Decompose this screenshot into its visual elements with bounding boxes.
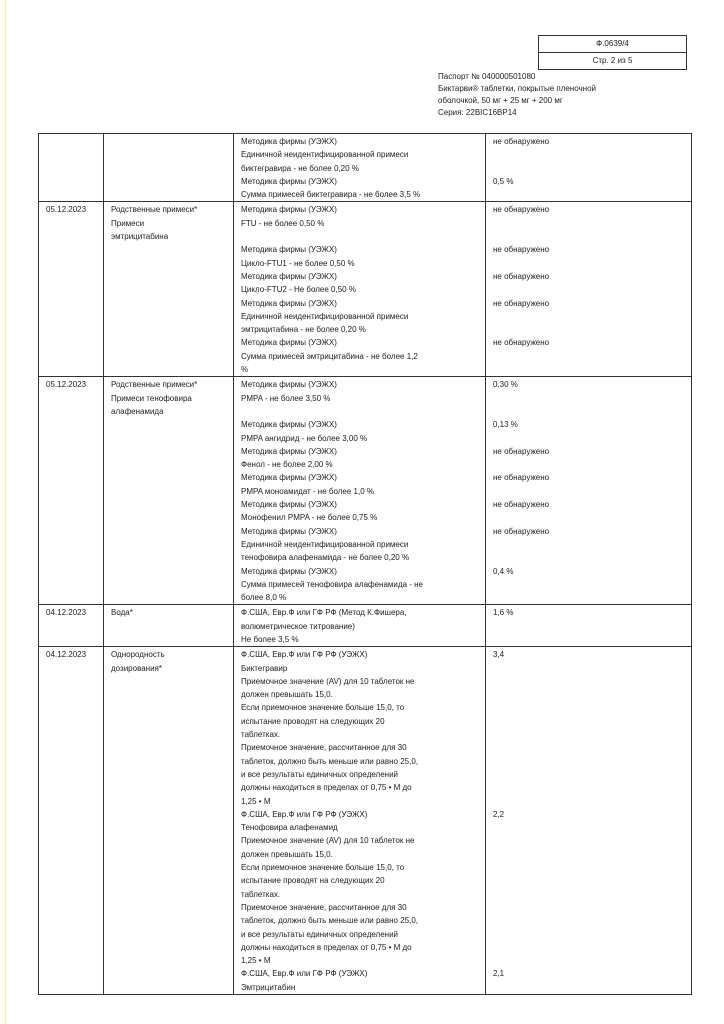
result-cell <box>486 134 692 202</box>
test-name-line: Примеси тенофовира <box>111 393 192 403</box>
result-cell <box>486 202 692 377</box>
blank-line <box>493 941 687 954</box>
requirement-line: Тенофовира алафенамид <box>241 823 338 833</box>
result-line: 2,2 <box>493 809 505 819</box>
test-name-line: дозирования* <box>111 663 163 673</box>
blank-line <box>493 392 687 405</box>
blank-line <box>241 405 481 418</box>
requirement-line: и все результаты единичных определений <box>241 769 399 779</box>
test-date-cell <box>39 647 104 995</box>
requirement-line: % <box>241 365 249 375</box>
requirement-line: Сумма примесей тенофовира алафенамида - не <box>241 579 423 589</box>
requirement-line: Ф.США, Евр.Ф или ГФ РФ (УЭЖХ) <box>241 650 368 660</box>
form-code: Ф.0639/4 <box>596 39 629 48</box>
requirement-line: Цикло-FTU1 - не более 0,50 % <box>241 258 355 268</box>
blank-line <box>493 485 687 498</box>
result-line: не обнаружено <box>493 205 550 215</box>
requirement-line: таблеток, должно быть меньше или равно 25,0, <box>241 916 418 926</box>
requirement-line: и все результаты единичных определений <box>241 929 399 939</box>
result-line: 2,1 <box>493 969 505 979</box>
page-edge-line <box>5 0 6 1024</box>
requirement-line: Эмтрицитабин <box>241 982 296 992</box>
test-name-cell <box>104 202 234 377</box>
requirement-line: Единичной неидентифицированной примеси <box>241 539 409 549</box>
blank-line <box>493 578 687 591</box>
requirement-line: Биктегравир <box>241 663 288 673</box>
requirement-line: Ф.США, Евр.Ф или ГФ РФ (УЭЖХ) <box>241 969 368 979</box>
result-line: не обнаружено <box>493 298 550 308</box>
result-line: не обнаружено <box>493 245 550 255</box>
blank-line <box>493 662 687 675</box>
result-line: не обнаружено <box>493 338 550 348</box>
requirement-line: Методика фирмы (УЭЖХ) <box>241 137 337 146</box>
blank-line <box>493 981 687 994</box>
blank-line <box>493 511 687 524</box>
blank-line <box>493 781 687 794</box>
table-row <box>39 377 692 605</box>
result-line: 0,5 % <box>493 176 514 186</box>
requirement-line: должны находиться в пределах от 0,75 • М до <box>241 783 412 793</box>
test-date-cell <box>39 605 104 647</box>
product-name-line2: оболочкой, 50 мг + 25 мг + 200 мг <box>438 96 563 105</box>
result-line: 1,6 % <box>493 608 514 618</box>
test-date-cell <box>39 377 104 605</box>
requirement-line: тенофовира алафенамида - не более 0,20 % <box>241 553 410 563</box>
requirement-line: Методика фирмы (УЭЖХ) <box>241 298 337 308</box>
test-name-cell <box>104 377 234 605</box>
blank-line <box>493 538 687 551</box>
requirement-line: должен превышать 15,0. <box>241 849 333 859</box>
requirement-line: Методика фирмы (УЭЖХ) <box>241 420 337 430</box>
blank-line <box>493 148 687 161</box>
blank-line <box>493 928 687 941</box>
result-line: не обнаружено <box>493 473 550 483</box>
passport-number: Паспорт № 040000501080 <box>438 72 536 81</box>
test-name-cell <box>104 134 234 202</box>
blank-line <box>493 257 687 270</box>
requirements-cell <box>234 647 486 995</box>
requirement-line: Методика фирмы (УЭЖХ) <box>241 526 337 536</box>
test-name-cell <box>104 605 234 647</box>
requirement-line: Если приемочное значение больше 15,0, то <box>241 703 405 713</box>
blank-line <box>493 848 687 861</box>
blank-line <box>493 551 687 564</box>
requirement-line: Методика фирмы (УЭЖХ) <box>241 473 337 483</box>
result-cell <box>486 377 692 605</box>
result-line: 0,4 % <box>493 566 514 576</box>
blank-line <box>493 310 687 323</box>
table-row <box>39 605 692 647</box>
form-code-box <box>538 35 687 70</box>
requirement-line: Методика фирмы (УЭЖХ) <box>241 446 337 456</box>
requirement-line: испытание проводят на следующих 20 <box>241 716 385 726</box>
test-name-line: Однородность <box>111 650 165 660</box>
page-number: Стр. 2 из 5 <box>539 52 686 69</box>
blank-line <box>493 954 687 967</box>
requirement-line: Не более 3,5 % <box>241 634 299 644</box>
requirement-line: 1,25 • М <box>241 956 271 966</box>
blank-line <box>493 363 687 376</box>
test-date-cell <box>39 202 104 377</box>
blank-line <box>493 701 687 714</box>
result-line: не обнаружено <box>493 500 550 510</box>
blank-line <box>493 217 687 230</box>
result-cell <box>486 605 692 647</box>
test-name-line: Родственные примеси* <box>111 380 198 390</box>
blank-line <box>493 283 687 296</box>
test-date: 05.12.2023 <box>46 205 87 215</box>
requirement-line: должен превышать 15,0. <box>241 690 333 700</box>
blank-line <box>493 620 687 633</box>
requirement-line: 1,25 • М <box>241 796 271 806</box>
blank-line <box>493 715 687 728</box>
result-line: не обнаружено <box>493 526 550 536</box>
table-row <box>39 134 692 202</box>
requirement-line: Если приемочное значение больше 15,0, то <box>241 863 405 873</box>
requirement-line: Методика фирмы (УЭЖХ) <box>241 176 337 186</box>
blank-line <box>493 188 687 201</box>
test-date: 05.12.2023 <box>46 380 87 390</box>
requirement-line: таблетках. <box>241 889 281 899</box>
result-line: 0,30 % <box>493 380 518 390</box>
requirement-line: Методика фирмы (УЭЖХ) <box>241 271 337 281</box>
requirements-cell <box>234 605 486 647</box>
requirement-line: Сумма примесей эмтрицитабина - не более 1,2 <box>241 351 418 361</box>
table-row <box>39 202 692 377</box>
requirement-line: Монофенил PMPA - не более 0,75 % <box>241 513 378 523</box>
blank-line <box>493 675 687 688</box>
requirement-line: Приемочное значение, рассчитанное для 30 <box>241 743 407 753</box>
requirement-line: Методика фирмы (УЭЖХ) <box>241 566 337 576</box>
blank-line <box>493 888 687 901</box>
test-name-line: алафенамида <box>111 406 164 416</box>
requirements-cell <box>234 202 486 377</box>
test-name-cell <box>104 647 234 995</box>
requirement-line: Сумма примесей биктегравира - не более 3,5 % <box>241 190 421 200</box>
requirement-line: Единичной неидентифицированной примеси <box>241 311 409 321</box>
requirement-line: Методика фирмы (УЭЖХ) <box>241 380 337 390</box>
requirement-line: Фенол - не более 2,00 % <box>241 460 333 470</box>
requirement-line: Цикло-FTU2 - Не более 0,50 % <box>241 285 356 295</box>
requirement-line: Приемочное значение (AV) для 10 таблеток не <box>241 836 415 846</box>
blank-line <box>493 323 687 336</box>
test-name-line: Родственные примеси* <box>111 205 198 215</box>
blank-line <box>493 688 687 701</box>
requirement-line: Методика фирмы (УЭЖХ) <box>241 205 337 215</box>
requirement-line: Ф.США, Евр.Ф или ГФ РФ (Метод К.Фишера, <box>241 608 407 618</box>
requirement-line: волюметрическое титрование) <box>241 621 355 631</box>
blank-line <box>493 162 687 175</box>
result-line: 0,13 % <box>493 420 518 430</box>
requirement-line: Ф.США, Евр.Ф или ГФ РФ (УЭЖХ) <box>241 809 368 819</box>
series-number: Серия: 22BIC16BP14 <box>438 108 517 117</box>
requirement-line: PMPA ангидрид - не более 3,00 % <box>241 433 368 443</box>
requirement-line: Приемочное значение (AV) для 10 таблеток не <box>241 676 415 686</box>
requirement-line: Методика фирмы (УЭЖХ) <box>241 500 337 510</box>
blank-line <box>493 874 687 887</box>
blank-line <box>493 821 687 834</box>
blank-line <box>493 591 687 604</box>
blank-line <box>493 230 687 243</box>
requirement-line: Приемочное значение, рассчитанное для 30 <box>241 902 407 912</box>
product-name-line1: Биктарви® таблетки, покрытые пленочной <box>438 84 597 93</box>
result-cell <box>486 647 692 995</box>
result-line: не обнаружено <box>493 137 550 146</box>
blank-line <box>493 741 687 754</box>
requirement-line: Единичной неидентифицированной примеси <box>241 150 409 160</box>
test-name-line: эмтрицитабина <box>111 232 169 242</box>
passport-header <box>438 71 698 119</box>
requirement-line: таблетках. <box>241 730 281 740</box>
requirement-line: должны находиться в пределах от 0,75 • М до <box>241 942 412 952</box>
requirement-line: более 8,0 % <box>241 593 287 603</box>
blank-line <box>493 432 687 445</box>
test-date-cell <box>39 134 104 202</box>
result-line: 3,4 <box>493 650 505 660</box>
blank-line <box>493 795 687 808</box>
requirements-cell <box>234 377 486 605</box>
test-results-table <box>38 133 692 995</box>
requirement-line: эмтрицитабина - не более 0,20 % <box>241 325 366 335</box>
requirement-line: Методика фирмы (УЭЖХ) <box>241 245 337 255</box>
requirement-line: биктегравира - не более 0,20 % <box>241 163 359 173</box>
test-name-line: Примеси <box>111 218 145 228</box>
blank-line <box>241 230 481 243</box>
blank-line <box>493 861 687 874</box>
blank-line <box>493 405 687 418</box>
blank-line <box>493 458 687 471</box>
blank-line <box>493 768 687 781</box>
result-line: не обнаружено <box>493 446 550 456</box>
requirement-line: Методика фирмы (УЭЖХ) <box>241 338 337 348</box>
requirement-line: FTU - не более 0,50 % <box>241 218 325 228</box>
test-name-line: Вода* <box>111 608 133 618</box>
blank-line <box>493 633 687 646</box>
blank-line <box>493 755 687 768</box>
blank-line <box>493 914 687 927</box>
requirements-cell <box>234 134 486 202</box>
requirement-line: PMPA - не более 3,50 % <box>241 393 331 403</box>
requirement-line: PMPA моноамидат - не более 1,0 % <box>241 486 374 496</box>
result-line: не обнаружено <box>493 271 550 281</box>
test-date: 04.12.2023 <box>46 650 87 660</box>
requirement-line: таблеток, должно быть меньше или равно 25,0, <box>241 756 418 766</box>
blank-line <box>493 350 687 363</box>
blank-line <box>493 728 687 741</box>
requirement-line: испытание проводят на следующих 20 <box>241 876 385 886</box>
test-date: 04.12.2023 <box>46 608 87 618</box>
table-row <box>39 647 692 995</box>
blank-line <box>493 901 687 914</box>
blank-line <box>493 834 687 847</box>
